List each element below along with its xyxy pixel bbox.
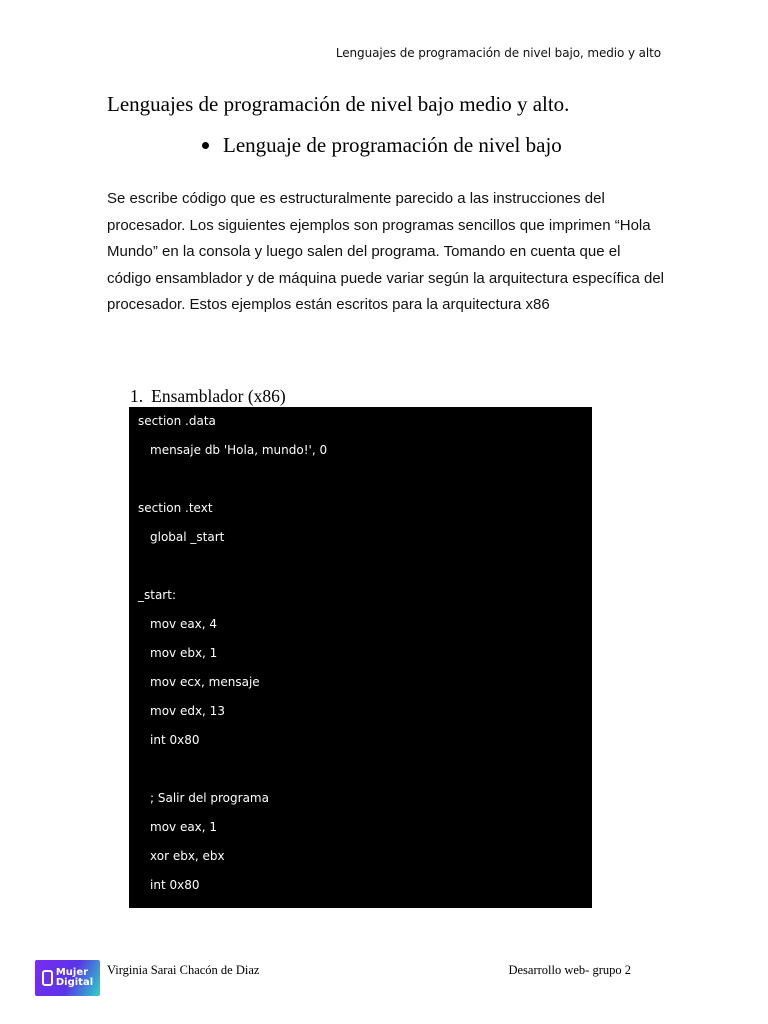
code-line: int 0x80 <box>150 733 200 747</box>
code-line: mensaje db 'Hola, mundo!', 0 <box>150 443 328 457</box>
section-heading <box>130 386 286 407</box>
footer-group: Desarrollo web- grupo 2 <box>508 963 631 977</box>
bullet-icon <box>202 142 209 149</box>
intro-paragraph: Se escribe código que es estructuralmente parecido a las instrucciones del procesador. Los siguientes ejemplos son programas sencillos que imprimen “Hola Mundo” en la consola y luego salen del programa. Tomando en cuenta que el código ensamblador y de máquina puede variar según la arquitectura específica del procesador. Estos ejemplos están escritos para la arquitectura x86 <box>107 190 665 313</box>
code-line: int 0x80 <box>150 878 200 892</box>
code-line: mov ecx, mensaje <box>150 675 260 689</box>
code-line: ; Salir del programa <box>150 791 269 805</box>
logo-text-line: Digital <box>55 977 94 988</box>
bullet-item <box>202 133 562 158</box>
code-line: xor ebx, ebx <box>150 849 225 863</box>
running-header: Lenguajes de programación de nivel bajo, medio y alto <box>335 46 661 60</box>
logo-mark-icon <box>42 970 53 986</box>
section-number: 1. <box>130 386 144 406</box>
code-line: section .data <box>138 414 216 428</box>
code-line: mov edx, 13 <box>150 704 225 718</box>
code-line: section .text <box>138 501 213 515</box>
code-line: _start: <box>138 588 176 602</box>
code-line: mov eax, 1 <box>150 820 218 834</box>
logo-text-line: Mujer <box>55 967 89 978</box>
code-line: global _start <box>150 530 225 544</box>
footer-author: Virginia Sarai Chacón de Diaz <box>107 963 260 977</box>
section-title: Ensamblador (x86) <box>151 386 286 406</box>
code-block <box>129 407 592 908</box>
mujer-digital-logo <box>35 960 100 996</box>
code-line: mov ebx, 1 <box>150 646 218 660</box>
page-title: Lenguajes de programación de nivel bajo medio y alto. <box>107 92 570 116</box>
bullet-text: Lenguaje de programación de nivel bajo <box>223 133 562 157</box>
code-line: mov eax, 4 <box>150 617 218 631</box>
